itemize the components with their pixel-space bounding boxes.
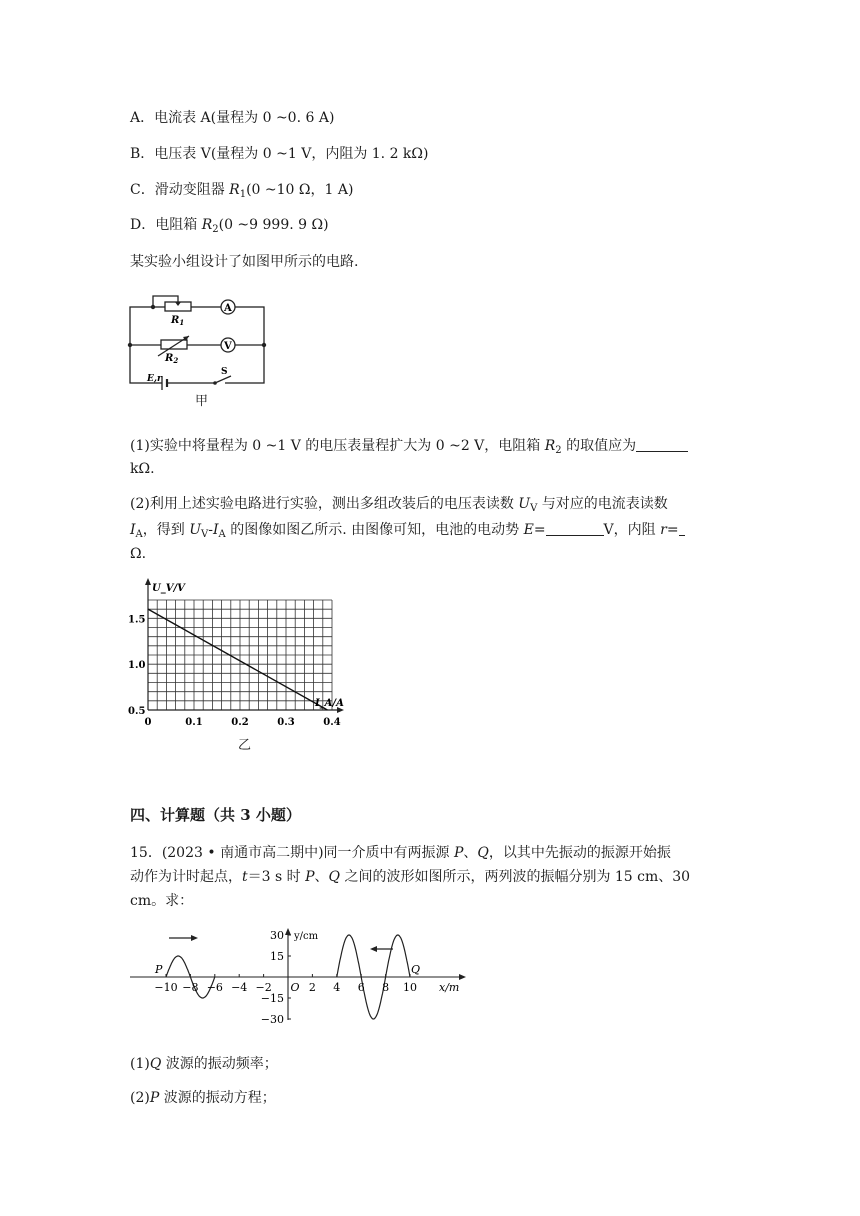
question-1: [130, 436, 688, 461]
sub-question-text: 波源的振动频率；: [161, 1056, 278, 1072]
x-tick-label: 10: [403, 981, 417, 994]
problem-text: 15．(2023 • 南通市高二期中)同一介质中有两振源: [130, 845, 454, 861]
question-2-text: (2)利用上述实验电路进行实验，测出多组改装后的电压表读数: [130, 496, 519, 512]
source-q-label: Q: [411, 963, 421, 976]
circuit-diagram: [125, 290, 270, 390]
source-q: Q: [477, 845, 489, 861]
junction-dot: [151, 305, 155, 309]
r1-label: $R_1$: [171, 315, 185, 327]
voltmeter-label: V: [224, 341, 232, 352]
source-p: P: [305, 869, 315, 885]
junction-dot: [262, 343, 266, 347]
switch-contact: [213, 381, 217, 385]
switch-label: S: [221, 367, 228, 377]
question-2-text: V，内阻: [603, 522, 661, 538]
sub-question-number: (1): [130, 1056, 150, 1072]
resistance-answer-blank[interactable]: [679, 521, 685, 536]
p-arrow-head: [191, 935, 198, 941]
question-2-unit: Ω.: [130, 546, 147, 562]
x-tick-label: 0.1: [185, 717, 203, 728]
y-axis-arrow: [145, 578, 151, 585]
problem-text: ，以其中先振动的振源开始振: [488, 845, 671, 861]
y-axis-arrow: [285, 928, 291, 935]
source-p: P: [149, 1090, 160, 1106]
option-d-range: (0 ~9 999. 9 Ω): [218, 217, 329, 233]
option-d: [130, 215, 329, 240]
y-axis-label: U_V/V: [152, 583, 185, 594]
x-tick-label: 0.4: [323, 717, 341, 728]
question-2-line-2: [130, 520, 685, 545]
separator: 、: [463, 845, 478, 861]
y-tick-label: 30: [270, 929, 284, 942]
section-heading: 四、计算题（共 3 小题）: [130, 806, 301, 824]
graph-caption: 乙: [238, 738, 252, 753]
x-tick-label: −8: [182, 981, 199, 994]
question-2-sub: A: [135, 529, 143, 540]
question-2-var: I: [130, 522, 136, 538]
intro-text: 某实验小组设计了如图甲所示的电路.: [130, 254, 359, 270]
option-c-sub: 1: [239, 189, 247, 200]
question-2-sub: V: [530, 503, 538, 514]
answer-blank[interactable]: [636, 437, 688, 452]
problem-text: 动作为计时起点，: [130, 869, 242, 885]
question-2-text: 的图像如图乙所示. 由图像可知，电池的电动势: [225, 522, 524, 538]
y-axis-label: y/cm: [294, 931, 319, 942]
sub-question-number: (2): [130, 1090, 150, 1106]
r2-label: $R_2$: [165, 353, 179, 365]
question-1-sub: 2: [555, 445, 562, 456]
equals: =: [666, 522, 679, 538]
q-arrow-head: [370, 946, 377, 952]
x-tick-label: −6: [206, 981, 223, 994]
question-2-var: U: [189, 522, 202, 538]
x-tick-label: 0.2: [231, 717, 249, 728]
r2-resistor: [161, 340, 187, 349]
question-2-line-1: [130, 494, 668, 519]
emf-label: E,r: [147, 374, 162, 384]
question-2-var: U: [518, 496, 531, 512]
wave-graph: [125, 925, 475, 1025]
problem-15-line-1: [130, 843, 671, 863]
junction-dot: [128, 343, 132, 347]
problem-15-line-2: [130, 867, 690, 887]
source-p: P: [453, 845, 464, 861]
option-c-var: R: [229, 182, 240, 198]
source-p-label: P: [155, 963, 163, 976]
question-2-sub: A: [218, 529, 226, 540]
question-1-text: (1)实验中将量程为 0 ~1 V 的电压表量程扩大为 0 ~2 V，电阻箱: [130, 438, 545, 454]
x-tick-label: 2: [308, 981, 316, 994]
y-tick-label: 1.0: [128, 660, 146, 672]
option-c: [130, 180, 353, 205]
data-line: [148, 609, 327, 710]
sub-question-2: [130, 1088, 276, 1108]
option-b: B．电压表 V(量程为 0 ~1 V，内阻为 1. 2 kΩ): [130, 146, 429, 162]
question-2-text: ，得到: [142, 522, 190, 538]
emf-var: E: [523, 522, 534, 538]
option-c-range: (0 ~10 Ω，1 A): [246, 182, 354, 198]
y-tick-label: −15: [260, 992, 284, 1005]
y-tick-label: −30: [260, 1013, 284, 1025]
y-tick-label: 0.5: [128, 706, 146, 717]
x-tick-label: 6: [357, 981, 365, 994]
question-2-sub: V: [201, 529, 209, 540]
y-tick-label: 15: [270, 950, 284, 963]
problem-text: ＝3 s 时: [247, 869, 306, 885]
x-tick-label: 0: [144, 717, 152, 728]
time-var: t: [242, 869, 248, 885]
source-q: Q: [149, 1056, 162, 1072]
x-axis-arrow: [459, 974, 466, 980]
ammeter-label: A: [224, 303, 232, 314]
x-axis-label: I_A/A: [315, 698, 344, 709]
x-tick-label: 4: [333, 981, 341, 994]
question-2-text-end: 与对应的电流表读数: [537, 496, 668, 512]
question-1-var: R: [544, 438, 556, 454]
question-2-var: I: [213, 522, 219, 538]
source-q: Q: [328, 869, 340, 885]
option-c-text: C．滑动变阻器: [130, 182, 230, 198]
x-tick-label: O: [290, 981, 300, 994]
problem-15-line-3: cm。求：: [130, 893, 194, 909]
option-a: A．电流表 A(量程为 0 ~0. 6 A): [130, 110, 335, 126]
circuit-caption: 甲: [195, 394, 209, 409]
x-tick-label: −10: [154, 981, 178, 994]
option-d-var: R: [201, 217, 213, 233]
sub-question-1: [130, 1054, 278, 1074]
question-1-unit: kΩ.: [130, 461, 155, 477]
x-tick-label: 0.3: [277, 717, 295, 728]
question-2-dash: -: [208, 522, 213, 538]
x-tick-label: −2: [255, 981, 272, 994]
option-d-text: D．电阻箱: [130, 217, 202, 233]
resistance-var: r: [660, 522, 667, 538]
x-tick-label: −4: [231, 981, 248, 994]
option-d-sub: 2: [212, 224, 219, 235]
x-tick-label: 8: [382, 981, 390, 994]
question-1-text-end: 的取值应为: [561, 438, 637, 454]
sub-question-text: 波源的振动方程；: [159, 1090, 276, 1106]
equals: =: [533, 522, 546, 538]
y-tick-label: 1.5: [128, 614, 146, 626]
ui-graph: [125, 575, 345, 735]
emf-answer-blank[interactable]: [546, 521, 604, 536]
problem-text: 之间的波形如图所示，两列波的振幅分别为 15 cm、30: [340, 869, 691, 885]
separator: 、: [314, 869, 329, 885]
x-axis-label: x/m: [439, 981, 460, 994]
